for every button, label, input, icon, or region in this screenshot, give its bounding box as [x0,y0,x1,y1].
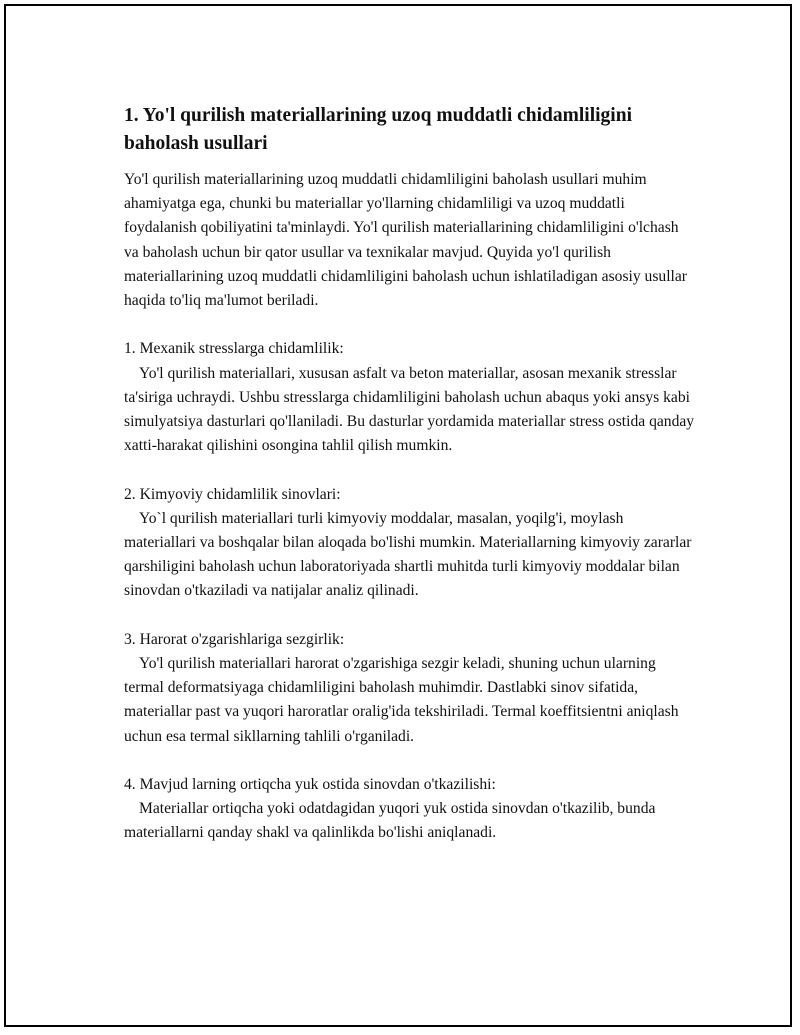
section-body: Yo`l qurilish materiallari turli kimyoviy moddalar, masalan, yoqilg'i, moylash materiallari va boshqalar bilan aloqada bo'lishi mumkin. Materiallarning kimyoviy zararlar qarshiligini baholash uchun laboratoriyada shartli muhitda turli kimyoviy moddalar bilan sinovdan o'tkaziladi va natijalar analiz qilinadi. [124,509,692,600]
section-chemical-resistance [124,483,696,604]
document-title: 1. Yo'l qurilish materiallarining uzoq muddatli chidamliligini baholash usullari [124,105,632,154]
section-temperature-sensitivity [124,628,696,749]
section-heading: 2. Kimyoviy chidamlilik sinovlari: [124,485,341,503]
section-mechanical-stress [124,337,696,458]
page-frame [4,4,792,1027]
section-heading: 1. Mexanik stresslarga chidamlilik: [124,340,344,358]
section-overload-testing [124,773,696,846]
section-body: Materiallar ortiqcha yoki odatdagidan yuqori yuk ostida sinovdan o'tkazilib, bunda materiallarni qanday shakl va qalinlikda bo'lishi aniqlanadi. [124,800,656,842]
section-body: Yo'l qurilish materiallari harorat o'zgarishiga sezgir keladi, shuning uchun ularning termal deformatsiyaga chidamliligini baholash muhimdir. Dastlabki sinov sifatida, materiallar past va yuqori haroratlar oralig'ida tekshiriladi. Termal koeffitsientni aniqlash uchun esa termal sikllarning tahlili o'rganiladi. [124,655,679,745]
section-heading: 4. Mavjud larning ortiqcha yuk ostida sinovdan o'tkazilishi: [124,776,496,794]
section-body: Yo'l qurilish materiallari, xususan asfalt va beton materiallar, asosan mexanik stresslar ta'siriga uchraydi. Ushbu stresslarga chidamliligini baholash uchun abaqus yoki ansys kabi simulyatsiya dasturlari qo'llaniladi. Bu dasturlar yordamida materiallar stress ostida qanday xatti-harakat qilishini osongina tahlil qilish mumkin. [124,364,695,455]
section-heading: 3. Harorat o'zgarishlariga sezgirlik: [124,630,345,648]
document-body [124,102,696,846]
intro-paragraph: Yo'l qurilish materiallarining uzoq muddatli chidamliligini baholash usullari muhim ahamiyatga ega, chunki bu materiallar yo'llarning chidamliligi va uzoq muddatli foydalanish qobiliyatini ta'minlaydi. Yo'l qurilish materiallarining chidamliligini o'lchash va baholash uchun bir qator usullar va texnikalar mavjud. Quyida yo'l qurilish materiallarining uzoq muddatli chidamliligini baholash uchun ishlatiladigan asosiy usullar haqida to'liq ma'lumot beriladi. [124,171,687,310]
